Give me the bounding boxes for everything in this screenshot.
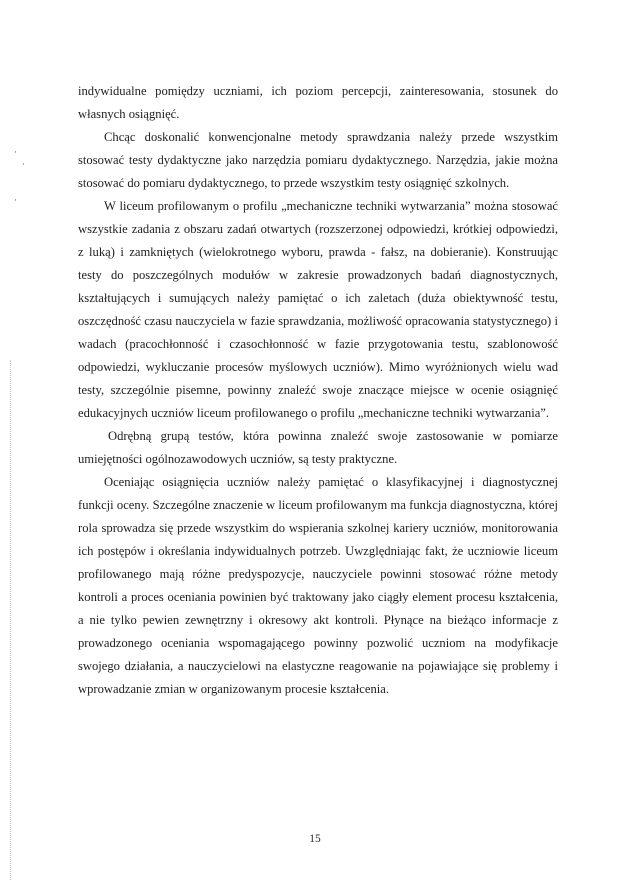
scan-margin-artifact: [10, 360, 12, 880]
scan-speck: ·: [22, 160, 25, 170]
paragraph-5: Oceniając osiągnięcia uczniów należy pamiętać o klasyfikacyjnej i diagnostycznej funkcji oceny. Szczególne znaczenie w liceum profilowanym ma funkcja diagnostyczna, której rola sprowadza się przede wszystkim do wspierania szkolnej kariery uczniów, monitorowania ich postępów i określania indywidualnych potrzeb. Uwzględniając fakt, że uczniowie liceum profilowanego mają różne predyspozycje, nauczyciele powinni stosować różne metody kontroli a proces oceniania powinien być traktowany jako ciągły element procesu kształcenia, a nie tylko pewien zewnętrzny i okresowy akt kontroli. Płynące na bieżąco informacje z prowadzonego oceniania wspomagającego powinny pozwolić uczniom na modyfikacje swojego działania, a nauczycielowi na elastyczne reagowanie na pojawiające się problemy i wprowadzanie zmian w organizowanym procesie kształcenia.: [78, 475, 558, 696]
scan-speck: ·: [14, 148, 17, 158]
scan-speck: ·: [14, 196, 17, 206]
paragraph-2: Chcąc doskonalić konwencjonalne metody sprawdzania należy przede wszystkim stosować testy dydaktyczne jako narzędzia pomiaru dydaktycznego. Narzędzia, jakie można stosować do pomiaru dydaktycznego, to przede wszystkim testy osiągnięć szkolnych.: [78, 130, 558, 190]
paragraph-1: indywidualne pomiędzy uczniami, ich poziom percepcji, zainteresowania, stosunek do własnych osiągnięć.: [78, 84, 558, 121]
body-text: [78, 80, 558, 701]
paragraph-4: Odrębną grupą testów, która powinna znaleźć swoje zastosowanie w pomiarze umiejętności ogólnozawodowych uczniów, są testy praktyczne.: [78, 429, 558, 466]
page-number: 15: [309, 833, 321, 845]
paragraph-3: W liceum profilowanym o profilu „mechaniczne techniki wytwarzania” można stosować wszystkie zadania z obszaru zadań otwartych (rozszerzonej odpowiedzi, krótkiej odpowiedzi, z luką) i zamkniętych (wielokrotnego wyboru, prawda - fałsz, na dobieranie). Konstruując testy do poszczególnych modułów w zakresie prowadzonych badań diagnostycznych, kształtujących i sumujących należy pamiętać o ich zaletach (duża obiektywność testu, oszczędność czasu nauczyciela w fazie sprawdzania, możliwość opracowania statystycznego) i wadach (pracochłonność i czasochłonność w fazie przygotowania testu, szablonowość odpowiedzi, wykluczanie procesów myślowych uczniów). Mimo wyróżnionych wielu wad testy, szczególnie pisemne, powinny znaleźć swoje znaczące miejsce w ocenie osiągnięć edukacyjnych uczniów liceum profilowanego o profilu „mechaniczne techniki wytwarzania”.: [78, 199, 558, 420]
